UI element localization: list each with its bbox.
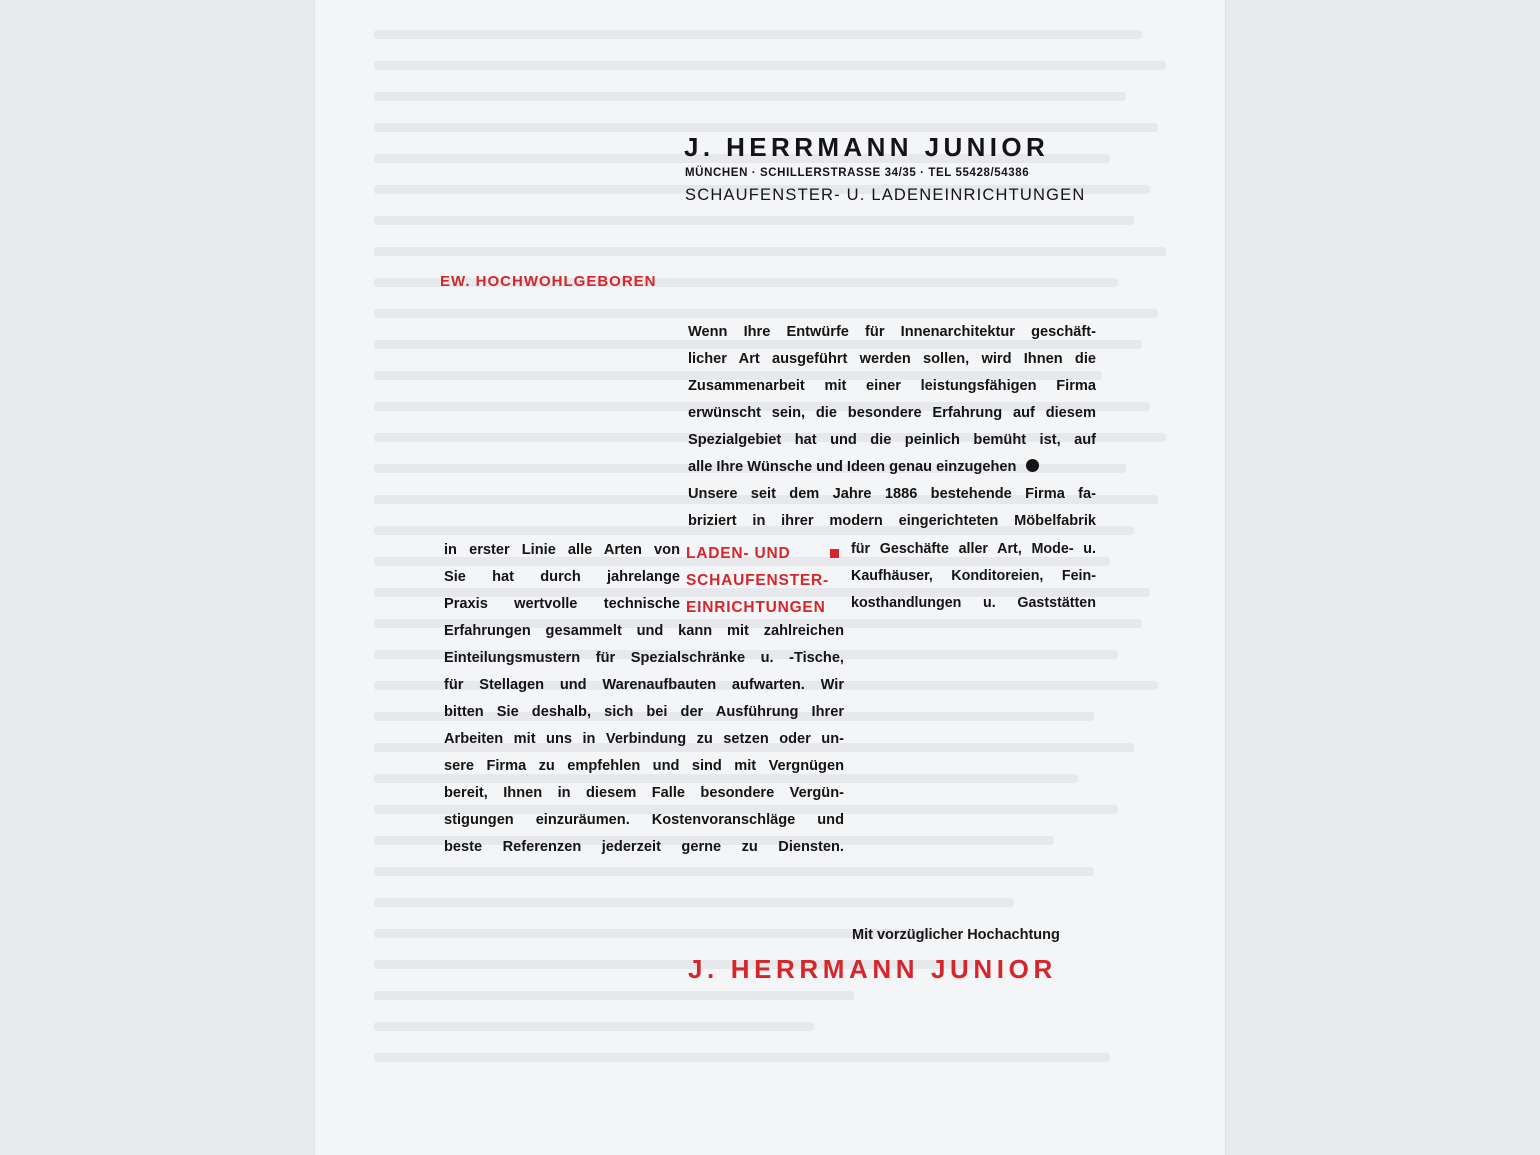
highlight-einrichtungen: EINRICHTUNGEN [686, 599, 826, 616]
body-line: Unsere seit dem Jahre 1886 bestehende Firma fa- [688, 486, 1096, 502]
letterhead-company-name: J. HERRMANN JUNIOR [684, 132, 1050, 162]
body-line: licher Art ausgeführt werden sollen, wird Ihnen die [688, 351, 1096, 367]
body-line-left: bereit, Ihnen in diesem Falle besondere Vergün- [444, 785, 844, 801]
body-line-left: in erster Linie alle Arten von [444, 542, 680, 558]
highlight-laden: LADEN- UND [686, 545, 791, 562]
body-line-left: Erfahrungen gesammelt und kann mit zahlreichen [444, 623, 844, 639]
highlight-schaufenster: SCHAUFENSTER- [686, 572, 830, 589]
body-line-left: sere Firma zu empfehlen und sind mit Vergnügen [444, 758, 844, 774]
body-line-right: Kaufhäuser, Konditoreien, Fein- [851, 568, 1096, 584]
signature-company-name: J. HERRMANN JUNIOR [688, 954, 1057, 984]
body-line-right: für Geschäfte aller Art, Mode- u. [851, 541, 1096, 557]
letterhead-trade: SCHAUFENSTER- U. LADENEINRICHTUNGEN [685, 186, 1086, 204]
body-line-left: beste Referenzen jederzeit gerne zu Diensten. [444, 839, 844, 855]
bullet-dot-icon [1026, 459, 1039, 472]
red-square-icon [830, 549, 839, 558]
letter-page [314, 0, 1226, 1155]
body-line: alle Ihre Wünsche und Ideen genau einzugehen [688, 459, 1017, 475]
body-line-left: stigungen einzuräumen. Kostenvoranschläge und [444, 812, 844, 828]
body-line-left: bitten Sie deshalb, sich bei der Ausführung Ihrer [444, 704, 844, 720]
body-line: Spezialgebiet hat und die peinlich bemüht ist, auf [688, 432, 1096, 448]
body-line-right: kosthandlungen u. Gaststätten [851, 595, 1096, 611]
salutation: EW. HOCHWOHLGEBOREN [440, 273, 657, 290]
body-line-left: Arbeiten mit uns in Verbindung zu setzen oder un- [444, 731, 844, 747]
body-line: Zusammenarbeit mit einer leistungsfähigen Firma [688, 378, 1096, 394]
body-line: Wenn Ihre Entwürfe für Innenarchitektur geschäft- [688, 324, 1096, 340]
body-line-left: Sie hat durch jahrelange [444, 569, 680, 585]
body-line-left: Praxis wertvolle technische [444, 596, 680, 612]
body-line-with-bullet [688, 454, 1096, 481]
closing-phrase: Mit vorzüglicher Hochachtung [852, 927, 1060, 943]
letterhead-address: MÜNCHEN · SCHILLERSTRASSE 34/35 · TEL 55428/54386 [685, 167, 1030, 179]
body-line-left: Einteilungsmustern für Spezialschränke u. -Tische, [444, 650, 844, 666]
body-line: briziert in ihrer modern eingerichteten Möbelfabrik [688, 513, 1096, 529]
body-line: erwünscht sein, die besondere Erfahrung auf diesem [688, 405, 1096, 421]
body-line-left: für Stellagen und Warenaufbauten aufwarten. Wir [444, 677, 844, 693]
